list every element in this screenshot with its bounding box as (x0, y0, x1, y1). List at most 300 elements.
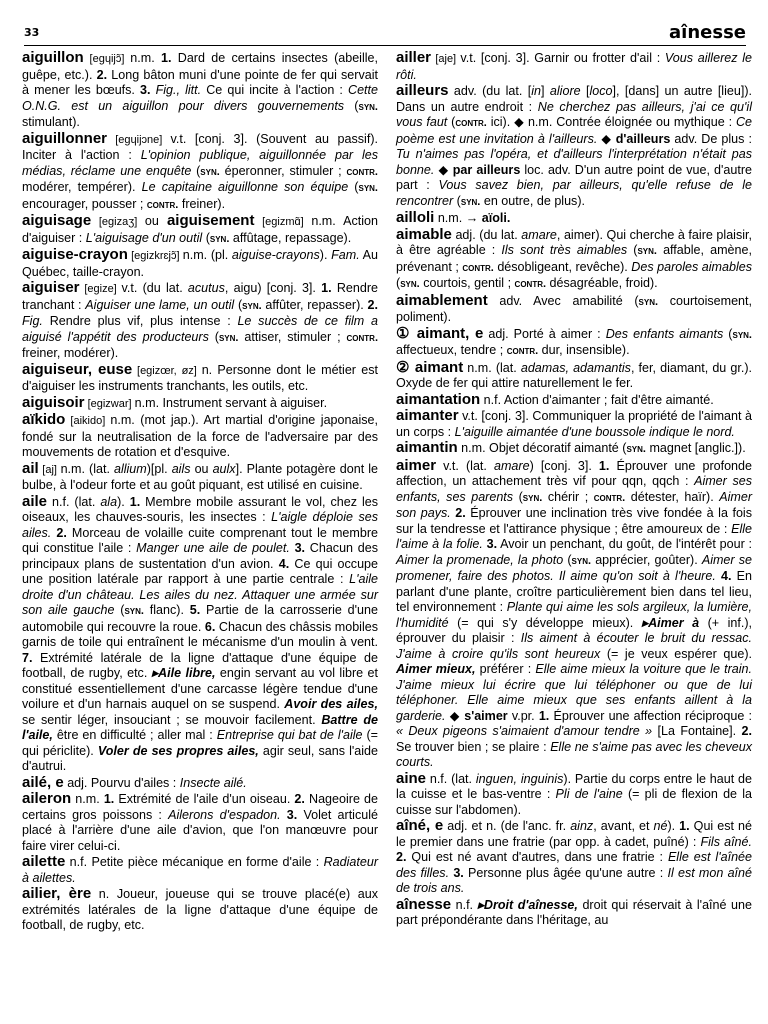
entry-text: n. Personne dont le métier est d'aiguiser les instruments tranchants, les outils, etc. (22, 362, 378, 393)
entry-headword: aîné, e (396, 817, 444, 834)
entry-text: en outre, de plus). (480, 193, 585, 208)
entry-text: ( (723, 326, 733, 341)
entry-text: syn. (124, 605, 144, 617)
entry-text: ( (447, 115, 456, 129)
entry-text: (= qui s'y développe mieux). (448, 615, 642, 630)
entry-text: chérir ; (542, 489, 594, 504)
entry-text: Il est mon aîné de trois ans. (396, 865, 752, 895)
entry-text: 3. (140, 83, 151, 97)
entry-text: n.m. Instrument servant à aiguiser. (134, 395, 328, 410)
entry-headword: aiguisage (22, 212, 92, 229)
entry-text: ( (344, 98, 359, 113)
entry-text: 2. (96, 67, 108, 82)
dictionary-entry (22, 247, 378, 280)
entry-text: loco (589, 84, 613, 98)
entry-text: ). (117, 494, 130, 509)
entry-text: n.f. (lat. (426, 771, 476, 786)
entry-text: Le succès de ce film a aiguisé l'appétit des producteurs (22, 314, 378, 344)
dictionary-entry (22, 775, 378, 792)
entry-text: 1. (598, 458, 610, 473)
entry-text: adv. (du lat. [ (448, 84, 532, 98)
entry-headword: ailier, ère (22, 885, 92, 902)
entry-text: désobligeant, revêche). (493, 259, 632, 274)
entry-text: Qui est né le premier dans une fratrie (par opp. à cadet, puîné) : (396, 819, 752, 849)
entry-text: flanc). (143, 603, 190, 617)
entry-text: ( (234, 297, 243, 312)
entry-text: , aimer). Qui cherche à faire plaisir, à être agréable : (396, 227, 752, 257)
dictionary-entry (22, 131, 378, 214)
entry-headword: ① aimant, e (396, 324, 484, 342)
entry-text: , aigu) [conj. 3]. (224, 281, 322, 295)
entry-text: [egizaʒ] (91, 216, 145, 228)
entry-text: Rendre plus vif, plus intense : (42, 314, 238, 328)
entry-text: Ils sont très aimables (501, 243, 628, 257)
entry-text: ( (627, 243, 638, 257)
entry-text: loc. adv. D'un autre point de vue, d'autre part : (396, 162, 752, 192)
entry-text: 1. (103, 792, 115, 806)
entry-text: Se trouver bien ; se plaire : (396, 739, 551, 754)
dictionary-entry (22, 280, 378, 362)
entry-text: n.f. (451, 897, 478, 912)
entry-text: Aimer son pays. (396, 489, 752, 520)
entry-text: n.m. (lat. (60, 461, 114, 476)
entry-text: n.m. (71, 792, 104, 806)
entry-headword: ailette (22, 853, 66, 870)
entry-text: 3. (286, 807, 298, 822)
entry-text: 2. (56, 525, 67, 540)
entry-text: ala (100, 494, 118, 509)
entry-text: Aimer mieux, (396, 662, 476, 676)
entry-text: L'aiguisage d'un outil (85, 230, 203, 245)
entry-text: Tu n'aimes pas l'opéra, et d'ailleurs l'interprétation n'était pas bonne. (396, 147, 752, 177)
entry-text: 7. (22, 650, 33, 665)
entry-headword: aimable (396, 225, 452, 243)
entry-text: « Deux pigeons s'aimaient d'amour tendre » (396, 724, 653, 738)
entry-text: [aje] (431, 53, 461, 65)
entry-text: Entreprise qui bat de l'aile (216, 728, 363, 742)
dictionary-entry (22, 395, 378, 413)
entry-text: ◆ (445, 708, 465, 723)
entry-text: [egizmɑ̃] (254, 216, 312, 228)
entry-text: stimulant). (22, 115, 80, 129)
entry-text: freiner). (178, 196, 226, 211)
entry-text: ( (396, 276, 401, 290)
entry-text: v.t. (du lat. (121, 281, 188, 295)
entry-text: Morceau de volaille cuite comprenant tout le membre qui constitue l'aile : (22, 525, 378, 555)
entry-text: Personne plus âgée qu'une autre : (463, 865, 668, 880)
entry-text: ◆ (434, 162, 453, 177)
entry-text: ▸Aimer à (641, 615, 700, 630)
entry-text: 1. (679, 819, 690, 833)
entry-text: Vous aillerez le rôti. (396, 51, 752, 82)
entry-text: ( (208, 329, 219, 344)
page-number: 33 (24, 26, 40, 39)
dictionary-entry (396, 83, 752, 210)
entry-headword: aiguillonner (22, 129, 108, 147)
entry-text: L'aigle déploie ses ailes. (22, 510, 378, 540)
entry-text: 3. (486, 537, 498, 551)
entry-text: syn. (638, 295, 659, 308)
running-head: aînesse (669, 22, 746, 43)
entry-text: syn. (242, 299, 262, 312)
entry-text: [aj] (38, 463, 61, 476)
entry-text: Extrémité de l'aile d'un oiseau. (114, 792, 295, 806)
entry-text: inguen, inguinis (475, 771, 564, 786)
entry-text: adj. Porté à aimer : (483, 326, 606, 341)
entry-text: dur, insensible). (538, 343, 630, 357)
page-header (24, 22, 746, 44)
entry-text: être en difficulté ; aller mal : (52, 728, 217, 742)
entry-headword: aînesse (396, 895, 452, 913)
entry-text: se sentir léger, insouciant ; se mouvoir facilement. (22, 712, 322, 727)
entry-text: syn. (218, 331, 239, 344)
entry-text: ( (513, 489, 523, 504)
dictionary-entry (396, 897, 752, 929)
entry-text: contr. (593, 491, 626, 504)
entry-text: ] (541, 84, 550, 98)
entry-text: syn. (522, 491, 543, 504)
entry-headword: ② aimant (396, 358, 464, 376)
entry-text: ). (319, 248, 332, 262)
entry-text: adv. Avec amabilité ( (487, 293, 639, 308)
dictionary-entry (22, 362, 378, 395)
entry-text: apprécier, goûter). (591, 552, 702, 567)
entry-text: ). Partie du corps entre le haut de la cuisse et le bas-ventre : (396, 771, 753, 801)
entry-text: adamas, adamantis (520, 360, 631, 375)
entry-text: Éprouver une affection réciproque : (549, 708, 753, 723)
entry-text: Rendre tranchant : (22, 281, 378, 312)
entry-text: magnet [anglic.]). (645, 441, 746, 455)
entry-text: ◆ (597, 131, 616, 146)
entry-headword: ail (22, 459, 39, 477)
entry-text: Insecte ailé. (179, 775, 247, 790)
entry-text: syn. (358, 100, 378, 113)
entry-text: Ce poème est une invitation à l'ailleurs. (396, 115, 752, 146)
entry-text: affûtage, repassage). (229, 230, 352, 245)
entry-text: encourager, pousser ; (22, 196, 147, 211)
entry-headword: ailler (396, 49, 432, 66)
entry-text: v.t. [conj. 3]. (Souvent au passif). Inciter à l'action : (22, 131, 378, 162)
entry-text: 2. (455, 506, 466, 520)
entry-text: syn. (200, 165, 220, 178)
entry-text: Éprouver une inclination très vive fondée à la fois sur la tendresse et l'attirance physique ; être amoureux de : (396, 506, 752, 536)
entry-text: Aimer la promenade, la photo (396, 552, 564, 567)
entry-text: (+ inf.), éprouver du plaisir : (396, 615, 752, 645)
entry-headword: aiguillon (22, 49, 84, 66)
entry-text: Vous savez bien, par ailleurs, qu'elle refuse de le rencontrer (396, 178, 752, 208)
entry-text: Au Québec, taille-crayon. (22, 248, 379, 279)
entry-text: par ailleurs (452, 162, 521, 177)
entry-text: Éprouver une profonde affection, un attachement très vif pour qqn, qqch : (396, 458, 752, 488)
entry-text: Ce qui occupe une position latérale par rapport à une partie centrale : (22, 556, 379, 586)
dictionary-entry (22, 213, 378, 247)
entry-text: Chacun des principaux plans de sustentation d'un avion. (22, 541, 379, 571)
dictionary-entry (22, 886, 378, 934)
entry-text: n.m. (pl. (182, 248, 232, 262)
entry-text: [La Fontaine]. (652, 724, 742, 738)
entry-text: ( (114, 603, 125, 617)
header-rule (24, 45, 746, 46)
entry-text: Ce qui incite à l'action : (201, 83, 349, 97)
entry-headword: aimer (396, 456, 437, 474)
entry-headword: aileron (22, 790, 72, 807)
entry-text: allium (113, 461, 147, 476)
dictionary-entry (22, 412, 378, 461)
entry-text: contr. (506, 345, 539, 357)
entry-text: affûter, repasser). (261, 297, 368, 312)
entry-text: 6. (204, 619, 216, 634)
dictionary-entry (396, 440, 752, 458)
entry-text: contr. (346, 165, 378, 178)
entry-text: 1. (160, 51, 172, 65)
entry-text: Aimer ses enfants, ses parents (396, 474, 752, 504)
entry-headword: aiguiseur, euse (22, 360, 133, 378)
entry-text: ou (190, 461, 213, 476)
entry-text: , avant, et (593, 819, 654, 833)
entry-text: Volet articulé placé à l'arrière d'une aile d'avion, que l'on manœuvre pour faire virer celui-ci. (22, 807, 378, 853)
entry-text: n.m. → (434, 211, 482, 225)
entry-text: (= qui périclite). (22, 728, 378, 758)
entry-text: Radiateur à ailettes. (22, 855, 378, 885)
entry-text: Ailerons d'espadon. (168, 807, 281, 822)
entry-text: syn. (637, 245, 657, 257)
entry-text: contr. (514, 278, 547, 290)
entry-text: adj. (du lat. (451, 227, 522, 242)
entry-text: adv. De plus : (670, 131, 752, 146)
entry-text: courtoisement, poliment). (396, 293, 753, 324)
entry-text: Partie de la carrosserie d'une automobile qui recouvre la roue. (22, 603, 378, 634)
entry-headword: aimantin (396, 439, 458, 456)
entry-text: syn. (460, 195, 481, 208)
entry-text: [egɥijɔne] (107, 133, 171, 146)
entry-text: Extrémité latérale de la ligne d'attaque d'une équipe de football, de rugby, etc. (22, 650, 378, 680)
entry-text: freiner, modérer). (22, 346, 119, 360)
dictionary-entry (396, 293, 752, 326)
entry-text: [ (580, 84, 590, 98)
entry-text: Ils aiment à écouter le bruit du ressac. J'aime à croire qu'ils sont heureux (396, 631, 752, 661)
entry-text: Fils aîné. (700, 834, 752, 849)
entry-headword: ailé, e (22, 773, 64, 791)
entry-text: v.t. [conj. 3]. Communiquer la propriété de l'aimant à un corps : (396, 409, 752, 439)
entry-headword: aiguiser (22, 279, 80, 296)
entry-text: 1. (538, 708, 550, 723)
entry-text: aiguise-crayons (231, 248, 320, 262)
entry-text: ( (202, 230, 210, 245)
entry-text: s'aimer (464, 708, 508, 723)
dictionary-entry (22, 791, 378, 854)
entry-text: ], [dans] un autre [lieu]). Dans un autre endroit : (396, 84, 752, 114)
entry-text: ails (171, 461, 191, 476)
entry-text: )[pl. (146, 461, 172, 476)
entry-text: [egizwar] (84, 397, 135, 410)
entry-text: (= je veux espérer que). (600, 646, 752, 661)
entry-text: d'ailleurs (615, 131, 671, 146)
entry-text: ). (667, 819, 680, 833)
entry-text: n.f. Petite pièce mécanique en forme d'aile : (65, 855, 324, 869)
entry-text: 2. (396, 850, 407, 864)
entry-text: syn. (732, 328, 752, 341)
dictionary-entry (22, 50, 378, 131)
entry-text: syn. (400, 278, 420, 290)
entry-text: [egizkrɛjɔ̃] (127, 250, 183, 262)
entry-text: éperonner, stimuler ; (219, 163, 347, 178)
entry-text: , fer, diamant, du gr.). Oxyde de fer qui attire naturellement le fer. (396, 360, 753, 390)
entry-text: attiser, stimuler ; (238, 329, 347, 344)
entry-text: ( (563, 552, 572, 567)
entry-text: [egize] (79, 283, 122, 295)
entry-text: n.m. Action d'aiguiser : (22, 214, 378, 245)
entry-headword: aimantation (396, 390, 481, 408)
entry-text: né (653, 819, 668, 833)
entry-text: 2. (294, 792, 305, 806)
dictionary-entry (396, 408, 752, 440)
entry-text: Avoir des ailes, (284, 697, 378, 711)
dictionary-entry (396, 326, 752, 360)
entry-headword: aimanter (396, 407, 459, 424)
entry-text: Ne cherchez pas ailleurs, j'ai ce qu'il vous faut (396, 99, 752, 129)
entry-text: affable, amène, prévenant ; (396, 243, 752, 274)
entry-text: aulx (212, 461, 236, 476)
entry-text: 4. (721, 569, 732, 583)
entry-text: n.m. Objet décoratif aimanté ( (457, 441, 627, 455)
dictionary-entry (396, 50, 752, 83)
left-column (22, 50, 378, 934)
entry-text: contr. (346, 331, 379, 344)
entry-text: in (531, 84, 542, 98)
entry-headword: aiguisoir (22, 393, 85, 411)
entry-text: modérer, tempérer). (22, 180, 142, 194)
entry-text: syn. (209, 232, 230, 245)
dictionary-entry (22, 854, 378, 886)
entry-text: n.f. (lat. (47, 494, 101, 509)
entry-text: Membre mobile assurant le vol, chez les oiseaux, les chauves-souris, les insectes : (22, 494, 378, 524)
entry-text: Fig. (22, 314, 43, 328)
entry-text: ▸Droit d'aînesse, (477, 897, 578, 912)
entry-text: adj. et n. (de l'anc. fr. (443, 819, 571, 833)
entry-text: Plante qui aime les sols argileux, la lumière, l'humidité (396, 600, 752, 630)
entry-headword: ailloli (396, 209, 435, 226)
entry-text: Fig., litt. (150, 83, 202, 97)
dictionary-entry (396, 771, 752, 819)
entry-text: n.m. (mot jap.). Art martial d'origine japonaise, fondé sur la neutralisation de la force de l'adversaire par des mouvements de rotation et d'esquive. (22, 413, 378, 459)
entry-text: 3. (294, 541, 306, 555)
entry-text: v.pr. (507, 708, 539, 723)
entry-text: Cette O.N.G. est un aiguillon pour divers gouvernements (22, 83, 379, 113)
right-column (396, 50, 752, 929)
entry-text: syn. (358, 182, 378, 194)
entry-text: Elle aime mieux la voiture que le train. J'aime mieux lui écrire que lui téléphoner ou que de lui téléphoner. Elle aime mieux que ses enfants aillent à la garderie. (396, 662, 752, 723)
entry-text: Avoir un penchant, du goût, de l'intérêt pour : (497, 537, 752, 551)
entry-text: 4. (278, 556, 290, 571)
dictionary-entry (396, 392, 752, 409)
entry-text: L'opinion publique, aiguillonnée par les médias, réclame une enquête (22, 148, 378, 178)
entry-text: contr. (455, 117, 487, 129)
entry-text: v.t. (lat. (436, 458, 494, 473)
entry-text: n.m. (130, 51, 161, 65)
entry-text: Des paroles aimables (631, 259, 752, 274)
dictionary-entry (22, 461, 378, 494)
entry-text: Battre de l'aile, (22, 712, 378, 742)
entry-text: syn. (571, 554, 592, 567)
entry-text: n.f. Action d'aimanter ; fait d'être aimanté. (480, 392, 714, 407)
entry-text: Le capitaine aiguillonne son équipe (141, 180, 349, 194)
entry-text: amare (521, 227, 557, 242)
entry-headword: aimablement (396, 291, 488, 309)
entry-text: ) [conj. 3]. (529, 458, 599, 473)
entry-text: engin servant au vol libre et constitué essentiellement d'une carcasse légère tendue d'une voilure et d'un harnais auquel on se suspend. (22, 666, 378, 711)
dictionary-entry (396, 818, 752, 897)
entry-text: ou (144, 214, 167, 228)
entry-text: [egizœr, øz] (132, 364, 202, 377)
entry-text: Dard de certains insectes (abeille, guêpe, etc.). (22, 51, 379, 82)
entry-text: affectueux, tendre ; (396, 343, 507, 357)
entry-text: ( (453, 193, 461, 208)
entry-text: n. Joueur, joueuse qui se trouve placé(e) aux extrémités latérales de la ligne d'attaque d'une équipe de football, de rugby, etc. (22, 887, 378, 932)
entry-text: détester, haïr). (625, 489, 720, 504)
entry-text: aïoli. (481, 211, 511, 225)
entry-text: ( (348, 180, 359, 194)
entry-text: [aikido] (65, 415, 111, 427)
entry-text: contr. (146, 198, 179, 211)
entry-headword: aïkido (22, 411, 66, 428)
entry-text: ( (191, 163, 201, 178)
entry-text: Elle l'aime à la folie. (396, 521, 752, 551)
entry-text: (= pli de flexion de la cuisse sur l'abdomen). (396, 787, 752, 817)
entry-text: Elle ne s'aime pas avec les cheveux courts. (396, 739, 752, 769)
entry-text: courtois, gentil ; (419, 276, 515, 290)
entry-text: Aimer se promener, faire des photos. Il aime qu'on soit à l'heure. (396, 552, 752, 583)
entry-text: Long bâton muni d'une pointe de fer qui servait à mener les bœufs. (22, 67, 378, 97)
entry-text: préférer : (475, 662, 536, 676)
entry-text: v.t. [conj. 3]. Garnir ou frotter d'ail : (460, 51, 665, 65)
entry-text: 5. (189, 603, 201, 617)
entry-text: Elle est l'aînée des filles. (396, 850, 753, 880)
entry-text: ]. Plante potagère dont le bulbe, à l'odeur forte et au goût piquant, est utilisé en cuisine. (22, 461, 378, 492)
entry-headword: aile (22, 492, 48, 510)
entry-text: 2. (741, 724, 752, 738)
entry-text: aliore (549, 84, 581, 98)
entry-text: Nageoire de certains gros poissons : (22, 792, 378, 822)
dictionary-entry (396, 210, 752, 227)
entry-text: ainz (570, 819, 594, 833)
entry-text: 3. (453, 865, 464, 880)
entry-text: Pli de l'aine (555, 787, 623, 801)
entry-text: Voler de ses propres ailes, (97, 743, 259, 758)
entry-text: Manger une aile de poulet. (136, 541, 290, 555)
entry-text: contr. (462, 261, 494, 274)
entry-text: syn. (626, 443, 646, 455)
dictionary-entry (396, 227, 752, 293)
entry-text: Qui est né avant d'autres, dans une fratrie : (406, 850, 668, 864)
entry-headword: aiguisement (166, 212, 255, 229)
entry-text: [egɥijɔ̃] (83, 53, 131, 65)
entry-text: droit qui réservait à l'aîné une part prépondérante dans l'héritage, au (396, 897, 752, 927)
entry-text: L'aile droite d'un château. Les ailes du nez. Attaquer une armée sur son aile gauche (22, 572, 378, 617)
dictionary-entry (396, 458, 752, 771)
entry-text: Fam. (331, 248, 360, 262)
dictionary-entry (22, 494, 378, 775)
entry-text: acutus (187, 281, 225, 295)
entry-text: Aiguiser une lame, un outil (85, 297, 235, 312)
entry-text: En parlant d'une plante, croître particulièrement bien dans tel lieu, tel environnement : (396, 569, 752, 614)
dictionary-entry (396, 360, 752, 392)
entry-text: ici). ◆ n.m. Contrée éloignée ou mythique : (486, 115, 736, 129)
entry-text: Chacun des châssis mobiles garnis de toile qui entraînent le mécanisme d'un moulin à vent. (22, 619, 378, 649)
entry-text: adj. Pourvu d'ailes : (63, 775, 180, 790)
entry-text: amare (493, 458, 530, 473)
entry-text: 1. (129, 494, 141, 509)
entry-headword: aiguise-crayon (22, 246, 128, 263)
